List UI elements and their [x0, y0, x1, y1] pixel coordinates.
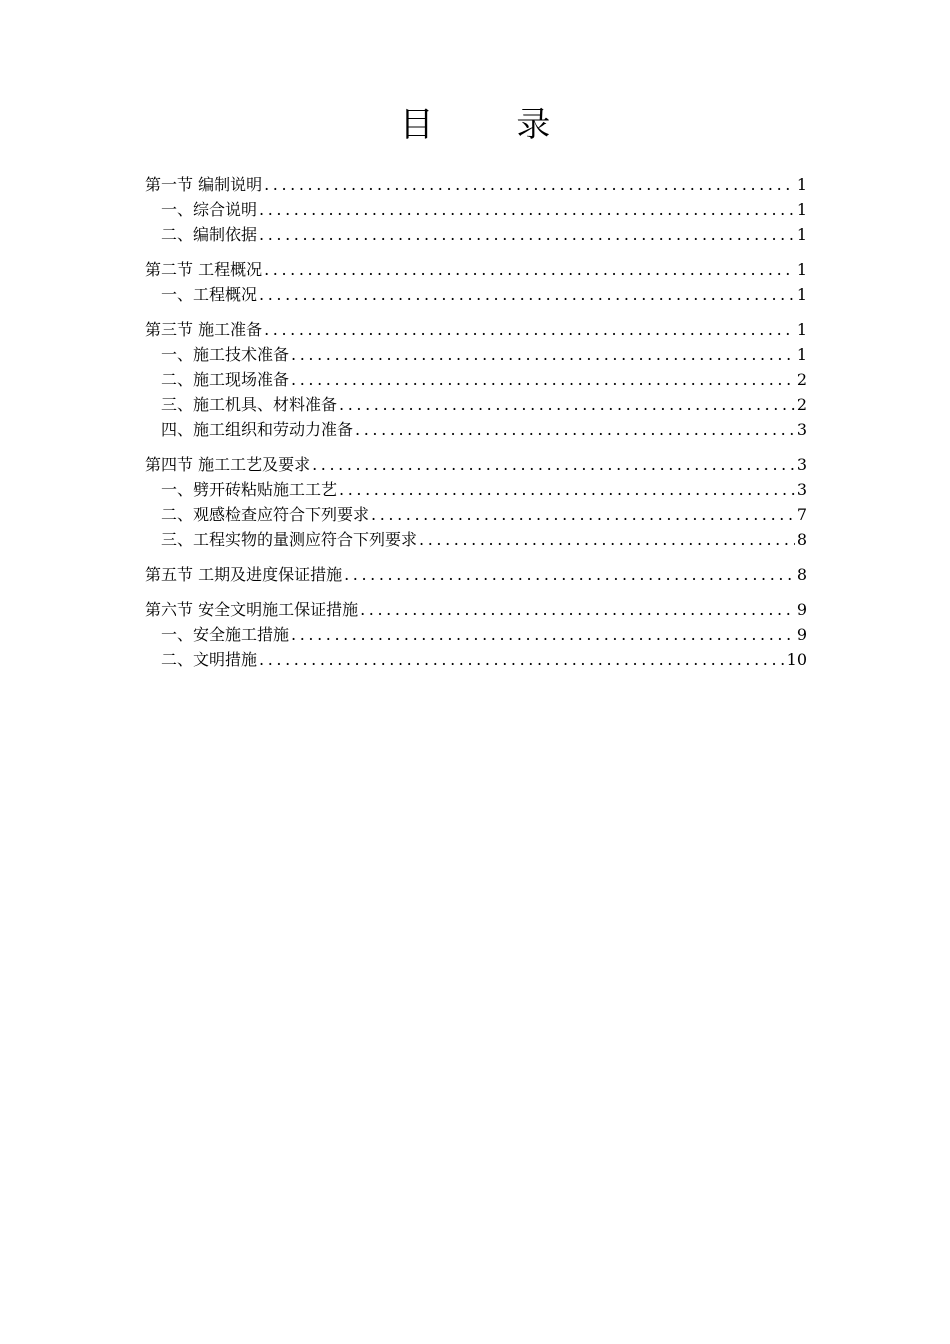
toc-page-number: 2 [796, 395, 807, 414]
toc-entry-text: 第二节 工程概况 [145, 260, 263, 279]
toc-leader-dots [259, 222, 795, 247]
toc-entry-subsection[interactable] [145, 477, 807, 502]
toc-entry-text: 二、编制依据 [161, 225, 258, 244]
toc-leader-dots [339, 392, 795, 417]
toc-leader-dots [355, 417, 795, 442]
toc-leader-dots [264, 317, 795, 342]
toc-page-number: 7 [796, 505, 807, 524]
toc-entry-subsection[interactable] [145, 222, 807, 247]
toc-entry-text: 第五节 工期及进度保证措施 [145, 565, 343, 584]
toc-entry-text: 三、施工机具、材料准备 [161, 395, 338, 414]
toc-entry-subsection[interactable] [145, 367, 807, 392]
toc-entry-text: 三、工程实物的量测应符合下列要求 [161, 530, 418, 549]
toc-entry-subsection[interactable] [145, 502, 807, 527]
toc-leader-dots [259, 197, 795, 222]
toc-leader-dots [291, 367, 795, 392]
toc-entry-text: 二、文明措施 [161, 650, 258, 669]
toc-entry-text: 四、施工组织和劳动力准备 [161, 420, 354, 439]
toc-entry-text: 第六节 安全文明施工保证措施 [145, 600, 359, 619]
toc-entry-text: 二、观感检查应符合下列要求 [161, 505, 370, 524]
toc-leader-dots [371, 502, 795, 527]
toc-entry-section[interactable] [145, 317, 807, 342]
toc-page-number: 1 [796, 200, 807, 219]
toc-entry-subsection[interactable] [145, 392, 807, 417]
toc-page-number: 2 [796, 370, 807, 389]
toc-leader-dots [264, 257, 795, 282]
toc-leader-dots [259, 647, 785, 672]
toc-leader-dots [360, 597, 795, 622]
toc-leader-dots [312, 452, 795, 477]
toc-page-number: 8 [796, 565, 807, 584]
toc-entry-section[interactable] [145, 452, 807, 477]
toc-leader-dots [291, 342, 795, 367]
toc-entry-subsection[interactable] [145, 342, 807, 367]
toc-page-number: 1 [796, 260, 807, 279]
toc-entry-text: 二、施工现场准备 [161, 370, 290, 389]
toc-title: 目 录 [399, 105, 587, 145]
toc-entry-subsection[interactable] [145, 527, 807, 552]
toc-page-number: 8 [796, 530, 807, 549]
toc-entry-subsection[interactable] [145, 417, 807, 442]
table-of-contents [145, 172, 807, 672]
toc-entry-section[interactable] [145, 597, 807, 622]
toc-entry-text: 第一节 编制说明 [145, 175, 263, 194]
toc-page-number: 1 [796, 285, 807, 304]
toc-entry-section[interactable] [145, 257, 807, 282]
toc-page-number: 10 [786, 650, 807, 669]
toc-page-number: 3 [796, 420, 807, 439]
toc-leader-dots [344, 562, 795, 587]
toc-leader-dots [291, 622, 795, 647]
toc-entry-subsection[interactable] [145, 647, 807, 672]
toc-entry-text: 一、综合说明 [161, 200, 258, 219]
toc-page-number: 1 [796, 175, 807, 194]
toc-leader-dots [264, 172, 795, 197]
toc-leader-dots [419, 527, 795, 552]
toc-page-number: 3 [796, 480, 807, 499]
toc-entry-subsection[interactable] [145, 197, 807, 222]
toc-page-number: 3 [796, 455, 807, 474]
toc-leader-dots [339, 477, 795, 502]
toc-entry-section[interactable] [145, 172, 807, 197]
toc-page-number: 1 [796, 320, 807, 339]
toc-entry-subsection[interactable] [145, 622, 807, 647]
toc-leader-dots [259, 282, 795, 307]
toc-entry-text: 一、施工技术准备 [161, 345, 290, 364]
toc-page-number: 9 [796, 600, 807, 619]
toc-entry-text: 第四节 施工工艺及要求 [145, 455, 311, 474]
toc-entry-text: 一、工程概况 [161, 285, 258, 304]
toc-entry-subsection[interactable] [145, 282, 807, 307]
toc-entry-text: 第三节 施工准备 [145, 320, 263, 339]
toc-page-number: 1 [796, 225, 807, 244]
toc-page-number: 1 [796, 345, 807, 364]
toc-page-number: 9 [796, 625, 807, 644]
toc-entry-text: 一、安全施工措施 [161, 625, 290, 644]
toc-entry-section[interactable] [145, 562, 807, 587]
toc-entry-text: 一、劈开砖粘贴施工工艺 [161, 480, 338, 499]
